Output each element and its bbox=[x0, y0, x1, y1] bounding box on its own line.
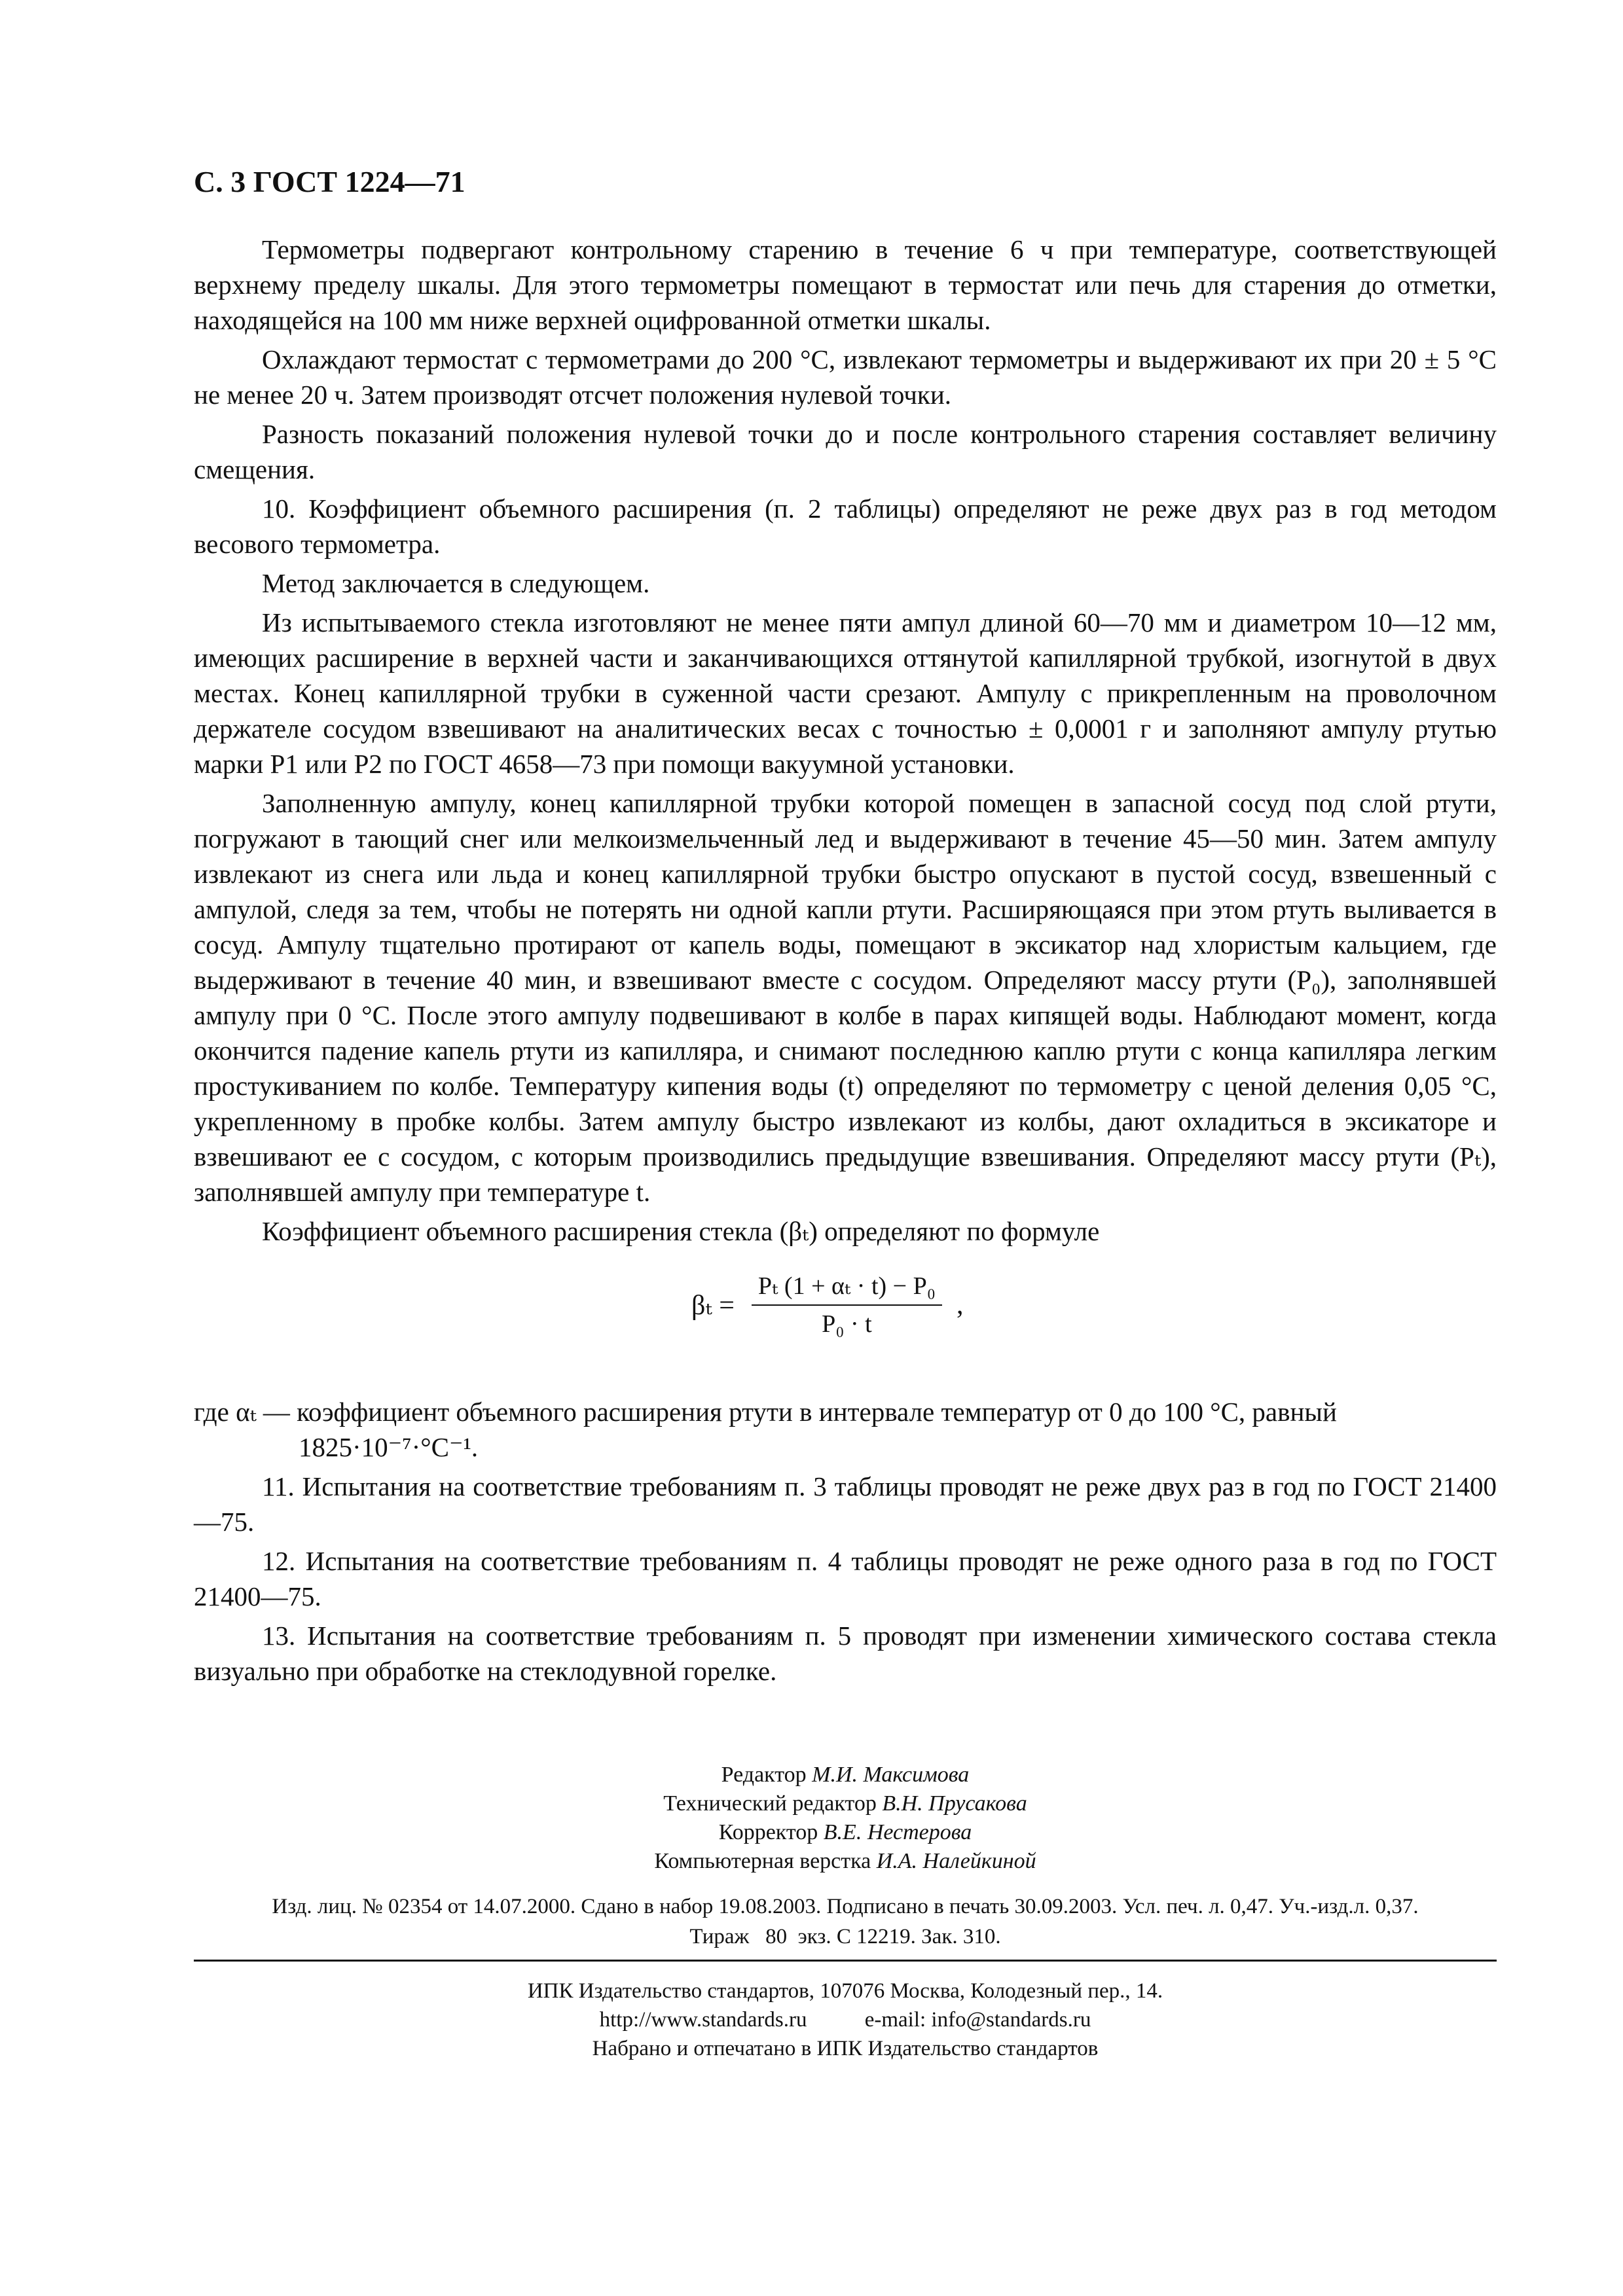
formula-where bbox=[194, 1394, 1497, 1465]
credits-block bbox=[194, 1761, 1497, 1876]
imprint-line-2: Тираж 80 экз. С 12219. Зак. 310. bbox=[689, 1925, 1001, 1948]
document-page bbox=[194, 164, 1497, 2060]
page-header: С. 3 ГОСТ 1224—71 bbox=[194, 165, 465, 198]
credit-name: В.Е. Нестерова bbox=[823, 1820, 972, 1844]
credit-role: Редактор bbox=[721, 1763, 807, 1787]
credit-proofreader bbox=[194, 1818, 1497, 1847]
paragraph-item-13: 13. Испытания на соответствие требованиям п. 5 проводят при изменении химического состава стекла визуально при обработке на стеклодувной горелке. bbox=[194, 1621, 1497, 1686]
paragraph-ampoules: Из испытываемого стекла изготовляют не менее пяти ампул длиной 60—70 мм и диаметром 10—12 мм, имеющих расширение в верхней части и заканчивающихся оттянутой капиллярной трубкой, изогнутой в двух местах. Конец капиллярной трубки в суженной части срезают. Ампулу с прикрепленным на проволочном держателе сосудом взвешивают на аналитических весах с точностью ± 0,0001 г и заполняют ампулу ртутью марки Р1 или Р2 по ГОСТ 4658—73 при помощи вакуумной установки. bbox=[194, 607, 1497, 779]
paragraph-aging: Термометры подвергают контрольному старению в течение 6 ч при температуре, соответствующей верхнему пределу шкалы. Для этого термометры помещают в термостат или печь для старения до отметки, находящейся на 100 мм ниже верхней оцифрованной отметки шкалы. bbox=[194, 234, 1497, 335]
credit-editor bbox=[194, 1761, 1497, 1789]
credit-name: И.А. Налейкиной bbox=[876, 1849, 1036, 1873]
imprint-block bbox=[194, 1892, 1497, 1952]
credit-role: Корректор bbox=[718, 1820, 818, 1844]
where-line-2: 1825·10⁻⁷·°С⁻¹. bbox=[299, 1432, 479, 1462]
credit-role: Технический редактор bbox=[663, 1791, 877, 1816]
publisher-website: http://www.standards.ru bbox=[599, 2008, 807, 2032]
formula bbox=[691, 1271, 963, 1338]
publisher-block bbox=[194, 1977, 1497, 2063]
formula-block bbox=[194, 1258, 1497, 1382]
formula-denominator: P₀ · t bbox=[822, 1310, 872, 1338]
paragraph-shift: Разность показаний положения нулевой точки до и после контрольного старения составляет величину смещения. bbox=[194, 419, 1497, 484]
credit-tech-editor bbox=[194, 1789, 1497, 1818]
publisher-contacts bbox=[194, 2005, 1497, 2034]
credit-name: М.И. Максимова bbox=[812, 1763, 970, 1787]
where-line-1: где αₜ — коэффициент объемного расширения ртути в интервале температур от 0 до 100 °С, равный bbox=[194, 1397, 1337, 1427]
formula-lhs: βₜ = bbox=[691, 1290, 735, 1321]
paragraph-method-intro: Метод заключается в следующем. bbox=[262, 568, 650, 598]
paragraph-item-12: 12. Испытания на соответствие требованиям п. 4 таблицы проводят не реже одного раза в год по ГОСТ 21400—75. bbox=[194, 1546, 1497, 1611]
publisher-address: ИПК Издательство стандартов, 107076 Москва, Колодезный пер., 14. bbox=[527, 1979, 1163, 2003]
body-text bbox=[194, 232, 1497, 1689]
publisher-printed-note: Набрано и отпечатано в ИПК Издательство стандартов bbox=[592, 2037, 1099, 2060]
paragraph-item-10: 10. Коэффициент объемного расширения (п. 2 таблицы) определяют не реже двух раз в год методом весового термометра. bbox=[194, 493, 1497, 559]
imprint-line-1: Изд. лиц. № 02354 от 14.07.2000. Сдано в набор 19.08.2003. Подписано в печать 30.09.2003. Усл. печ. л. 0,47. Уч.-изд.л. 0,37. bbox=[272, 1895, 1419, 1918]
credit-role: Компьютерная верстка bbox=[654, 1849, 871, 1873]
credit-layout bbox=[194, 1847, 1497, 1876]
divider-rule bbox=[194, 1960, 1497, 1962]
credit-name: В.Н. Прусакова bbox=[882, 1791, 1027, 1816]
formula-trailing: , bbox=[956, 1289, 964, 1320]
paragraph-formula-intro: Коэффициент объемного расширения стекла (βₜ) определяют по формуле bbox=[262, 1216, 1100, 1246]
paragraph-procedure: Заполненную ампулу, конец капиллярной трубки которой помещен в запасной сосуд под слой ртути, погружают в тающий снег или мелкоизмельченный лед и выдерживают в течение 45—50 мин. Затем ампулу извлекают из снега или льда и конец капиллярной трубки быстро опускают в пустой сосуд, взвешенный с ампулой, следя за тем, чтобы не потерять ни одной капли ртути. Расширяющаяся при этом ртуть выливается в сосуд. Ампулу тщательно протирают от капель воды, помещают в эксикатор над хлористым кальцием, где выдерживают в течение 40 мин, и взвешивают вместе с сосудом. Определяют массу ртути (P₀), заполнявшей ампулу при 0 °С. После этого ампулу подвешивают в колбе в парах кипящей воды. Наблюдают момент, когда окончится падение капель ртути из капилляра, и снимают последнюю каплю ртути с конца капилляра легким простукиванием по колбе. Температуру кипения воды (t) определяют по термометру с ценой деления 0,05 °С, укрепленному в пробке колбы. Затем ампулу быстро извлекают из колбы, дают охладиться в эксикаторе и взвешивают ее с сосудом, с которым производились предыдущие взвешивания. Определяют массу ртути (Pₜ), заполнявшей ампулу при температуре t. bbox=[194, 788, 1497, 1207]
formula-numerator: Pₜ (1 + αₜ · t) − P₀ bbox=[752, 1271, 942, 1306]
formula-fraction bbox=[752, 1271, 942, 1338]
paragraph-item-11: 11. Испытания на соответствие требованиям п. 3 таблицы проводят не реже двух раз в год по ГОСТ 21400—75. bbox=[194, 1471, 1497, 1537]
paragraph-cooling: Охлаждают термостат с термометрами до 200 °С, извлекают термометры и выдерживают их при 20 ± 5 °С не менее 20 ч. Затем производят отсчет положения нулевой точки. bbox=[194, 344, 1497, 410]
publisher-email: e-mail: info@standards.ru bbox=[864, 2008, 1091, 2032]
